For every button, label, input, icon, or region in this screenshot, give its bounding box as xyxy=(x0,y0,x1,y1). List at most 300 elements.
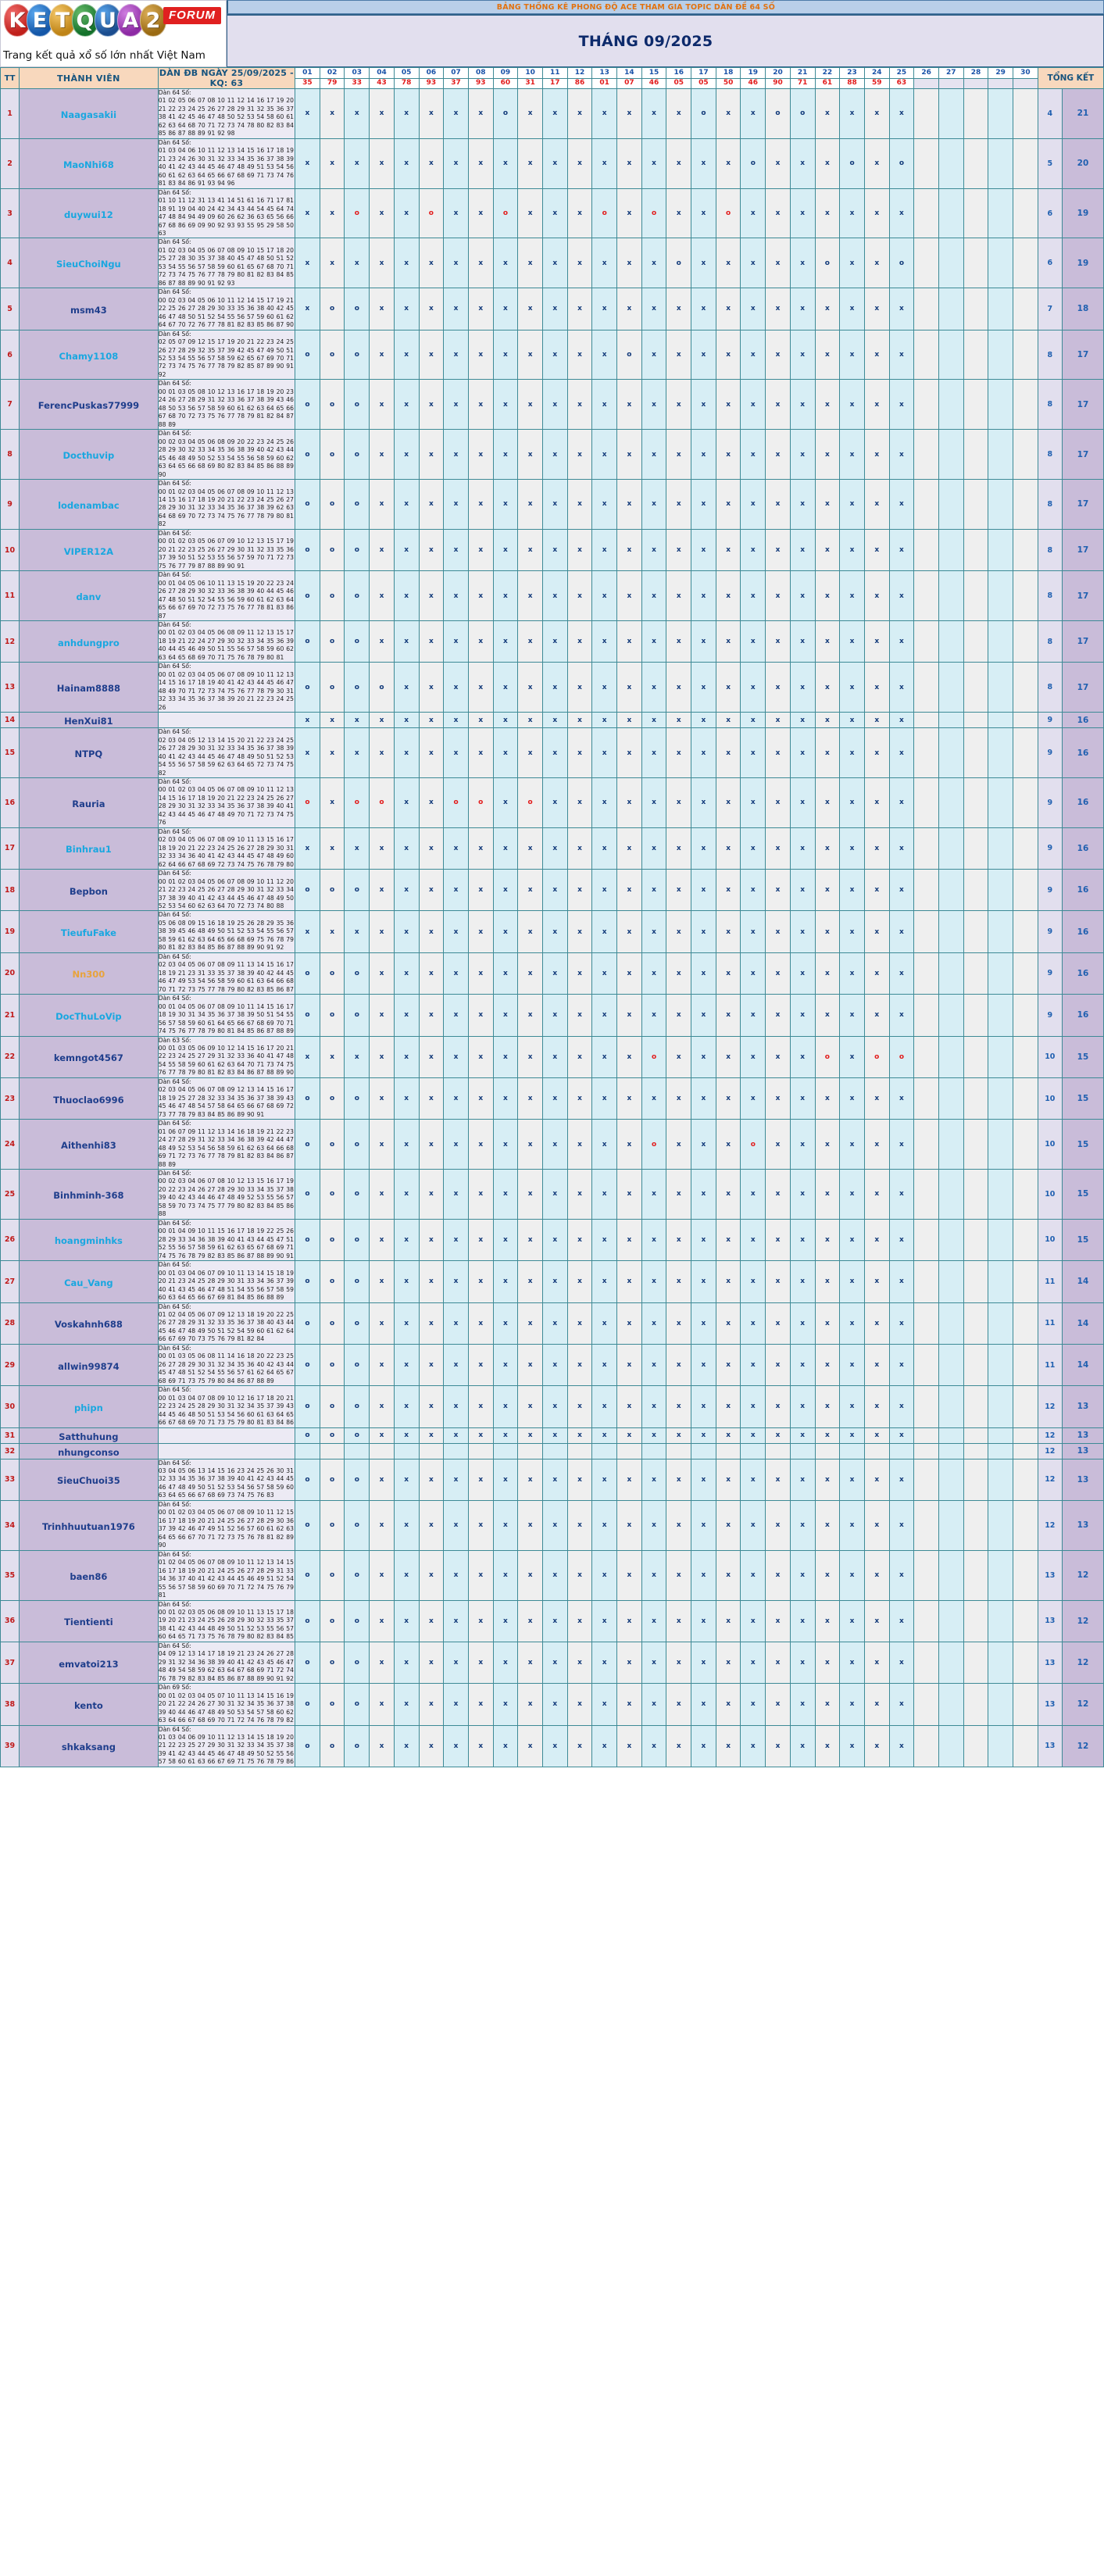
member-name[interactable]: duywui12 xyxy=(64,209,113,220)
row-index: 18 xyxy=(1,870,20,911)
mark-cell: x xyxy=(741,1170,766,1220)
dan-label: Dàn 64 Số: xyxy=(158,1261,191,1269)
mark-cell: x xyxy=(518,529,543,570)
mark-cell: x xyxy=(766,1170,791,1220)
logo-letter-t: T xyxy=(49,4,76,37)
dan-cell xyxy=(158,138,295,188)
mark-cell: x xyxy=(493,621,518,663)
member-name[interactable]: DocThuLoVip xyxy=(55,1010,122,1022)
member-name[interactable]: Docthuvip xyxy=(63,450,115,462)
mark-cell: o xyxy=(345,952,370,994)
member-name[interactable]: Cau_Vang xyxy=(64,1277,113,1288)
member-name[interactable]: Nn300 xyxy=(72,969,105,981)
mark-cell: o xyxy=(320,870,345,911)
mark-cell: x xyxy=(641,870,666,911)
member-cell[interactable] xyxy=(20,663,159,713)
member-cell[interactable] xyxy=(20,571,159,621)
miss-count: 8 xyxy=(1038,480,1062,530)
mark-cell xyxy=(914,1427,939,1443)
mark-cell: x xyxy=(766,288,791,330)
dan-cell xyxy=(158,1443,295,1459)
mark-cell: x xyxy=(815,138,840,188)
mark-cell: x xyxy=(394,1219,419,1260)
mark-cell: x xyxy=(815,1170,840,1220)
mark-cell: x xyxy=(766,571,791,621)
mark-cell: o xyxy=(320,430,345,480)
member-name[interactable]: allwin99874 xyxy=(58,1360,120,1372)
table-row xyxy=(1,1500,1104,1550)
mark-cell: x xyxy=(468,995,493,1036)
member-name[interactable]: VIPER12A xyxy=(63,545,113,557)
mark-cell: x xyxy=(394,1642,419,1683)
table-row xyxy=(1,1170,1104,1220)
mark-cell: x xyxy=(295,827,320,869)
mark-cell: x xyxy=(617,480,642,530)
result-header-29 xyxy=(988,78,1013,89)
member-cell[interactable] xyxy=(20,1120,159,1170)
member-name[interactable]: hoangminhks xyxy=(54,1235,123,1247)
member-cell[interactable] xyxy=(20,777,159,827)
member-cell[interactable] xyxy=(20,380,159,430)
month-bar xyxy=(227,14,1104,67)
member-name[interactable]: Satthuhung xyxy=(59,1431,119,1442)
mark-cell: x xyxy=(741,1261,766,1302)
member-cell[interactable] xyxy=(20,238,159,288)
mark-cell xyxy=(988,1427,1013,1443)
table-row xyxy=(1,1725,1104,1767)
member-cell[interactable] xyxy=(20,621,159,663)
member-name[interactable]: Naagasakii xyxy=(60,109,117,120)
result-header-14: 07 xyxy=(617,78,642,89)
mark-cell: x xyxy=(864,1302,889,1344)
total-count: 14 xyxy=(1062,1302,1103,1344)
total-count: 20 xyxy=(1062,138,1103,188)
member-cell[interactable] xyxy=(20,529,159,570)
mark-cell: x xyxy=(493,430,518,480)
mark-cell: x xyxy=(592,1500,617,1550)
member-cell[interactable] xyxy=(20,188,159,238)
mark-cell xyxy=(1013,430,1038,480)
mark-cell: x xyxy=(542,777,567,827)
mark-cell: x xyxy=(641,1344,666,1385)
member-cell[interactable] xyxy=(20,1386,159,1427)
mark-cell: x xyxy=(493,571,518,621)
member-cell[interactable] xyxy=(20,1261,159,1302)
mark-cell xyxy=(963,713,988,728)
mark-cell xyxy=(889,1443,914,1459)
mark-cell xyxy=(1013,1077,1038,1119)
result-header-22: 61 xyxy=(815,78,840,89)
miss-count: 8 xyxy=(1038,663,1062,713)
miss-count: 9 xyxy=(1038,911,1062,952)
mark-cell: x xyxy=(370,1120,395,1170)
table-row xyxy=(1,1302,1104,1344)
dan-numbers: 01 10 11 12 31 13 41 14 51 61 16 71 17 81 18 91 19 04 40 24 42 34 43 44 54 45 64 74 47 48 84 94 49 09 60 26 62 36 63 65 56 66 67 68 86 69 09 90 92 93 93 55 95 29 58 50 63 xyxy=(158,197,294,237)
total-count: 19 xyxy=(1062,188,1103,238)
mark-cell: x xyxy=(815,1500,840,1550)
member-cell[interactable] xyxy=(20,827,159,869)
member-name[interactable]: Hainam8888 xyxy=(56,683,121,695)
miss-count: 8 xyxy=(1038,571,1062,621)
mark-cell xyxy=(988,288,1013,330)
mark-cell: x xyxy=(468,1550,493,1600)
mark-cell: x xyxy=(790,238,815,288)
mark-cell: o xyxy=(345,777,370,827)
mark-cell: x xyxy=(468,89,493,139)
member-name[interactable]: Aithenhi83 xyxy=(61,1140,116,1152)
mark-cell xyxy=(914,188,939,238)
member-cell[interactable] xyxy=(20,480,159,530)
mark-cell: x xyxy=(766,480,791,530)
mark-cell: o xyxy=(320,995,345,1036)
mark-cell: x xyxy=(716,713,741,728)
mark-cell: x xyxy=(864,777,889,827)
member-cell[interactable] xyxy=(20,1077,159,1119)
mark-cell xyxy=(988,529,1013,570)
mark-cell: x xyxy=(840,1600,865,1642)
member-name[interactable]: FerencPuskas77999 xyxy=(38,400,140,412)
mark-cell xyxy=(963,1427,988,1443)
mark-cell: x xyxy=(815,663,840,713)
mark-cell: x xyxy=(419,529,444,570)
dan-label: Dàn 64 Số: xyxy=(158,995,191,1002)
table-row xyxy=(1,1219,1104,1260)
row-index: 22 xyxy=(1,1036,20,1077)
mark-cell: o xyxy=(295,1170,320,1220)
miss-count: 4 xyxy=(1038,89,1062,139)
member-name[interactable]: Tientienti xyxy=(64,1617,113,1628)
member-name[interactable]: lodenambac xyxy=(58,499,120,511)
mark-cell: x xyxy=(691,1219,716,1260)
dan-label: Dàn 63 Số: xyxy=(158,1036,191,1044)
member-cell[interactable] xyxy=(20,288,159,330)
member-name[interactable]: Bepbon xyxy=(69,885,108,897)
mark-cell xyxy=(988,827,1013,869)
mark-cell: x xyxy=(666,1386,691,1427)
dan-cell xyxy=(158,663,295,713)
mark-cell xyxy=(815,1443,840,1459)
member-cell[interactable] xyxy=(20,728,159,778)
mark-cell xyxy=(914,1344,939,1385)
member-name[interactable]: msm43 xyxy=(70,304,107,316)
row-index: 34 xyxy=(1,1500,20,1550)
member-cell[interactable] xyxy=(20,138,159,188)
mark-cell: x xyxy=(518,995,543,1036)
mark-cell: x xyxy=(716,480,741,530)
mark-cell: x xyxy=(370,728,395,778)
result-header-03: 33 xyxy=(345,78,370,89)
member-cell[interactable] xyxy=(20,1642,159,1683)
mark-cell xyxy=(1013,777,1038,827)
member-cell[interactable] xyxy=(20,1170,159,1220)
mark-cell: x xyxy=(691,952,716,994)
banner-bar xyxy=(227,0,1104,14)
miss-count: 12 xyxy=(1038,1427,1062,1443)
mark-cell xyxy=(938,1443,963,1459)
mark-cell xyxy=(766,1443,791,1459)
mark-cell: o xyxy=(444,777,469,827)
mark-cell: x xyxy=(518,480,543,530)
mark-cell: x xyxy=(394,380,419,430)
member-cell[interactable] xyxy=(20,713,159,728)
mark-cell: x xyxy=(641,1302,666,1344)
mark-cell xyxy=(988,89,1013,139)
dan-numbers: 00 01 02 03 04 05 06 08 09 11 12 13 15 17 18 19 21 22 24 27 29 30 32 33 34 35 36 39 40 44 45 46 49 50 51 55 56 57 58 59 60 62 63 64 65 68 69 70 71 75 76 78 79 80 81 xyxy=(158,629,294,661)
logo-letter-e: E xyxy=(27,4,53,37)
mark-cell: x xyxy=(691,1500,716,1550)
mark-cell: x xyxy=(542,1219,567,1260)
member-name[interactable]: Voskahnh688 xyxy=(54,1319,123,1331)
member-cell[interactable] xyxy=(20,870,159,911)
mark-cell: x xyxy=(741,1302,766,1344)
member-cell[interactable] xyxy=(20,1725,159,1767)
member-cell[interactable] xyxy=(20,1344,159,1385)
mark-cell xyxy=(938,1386,963,1427)
mark-cell xyxy=(542,1443,567,1459)
mark-cell: o xyxy=(295,1427,320,1443)
mark-cell xyxy=(1013,1427,1038,1443)
mark-cell xyxy=(963,1077,988,1119)
member-cell[interactable] xyxy=(20,1443,159,1459)
mark-cell: x xyxy=(790,1500,815,1550)
mark-cell: x xyxy=(889,529,914,570)
mark-cell: o xyxy=(345,1077,370,1119)
mark-cell: x xyxy=(666,1600,691,1642)
mark-cell xyxy=(938,571,963,621)
mark-cell: x xyxy=(691,1459,716,1500)
member-name[interactable]: kento xyxy=(74,1699,103,1711)
mark-cell: x xyxy=(444,138,469,188)
row-index: 10 xyxy=(1,529,20,570)
member-name[interactable]: nhungconso xyxy=(58,1446,120,1458)
table-body xyxy=(1,89,1104,1767)
dan-label: Dàn 64 Số: xyxy=(158,1725,191,1733)
mark-cell: x xyxy=(493,138,518,188)
mark-cell: x xyxy=(716,1500,741,1550)
mark-cell xyxy=(963,1684,988,1725)
mark-cell xyxy=(419,1443,444,1459)
mark-cell: x xyxy=(716,1077,741,1119)
mark-cell: x xyxy=(864,1725,889,1767)
mark-cell: o xyxy=(295,952,320,994)
member-name[interactable]: Thuoclao6996 xyxy=(53,1094,124,1106)
mark-cell: x xyxy=(567,1219,592,1260)
mark-cell: x xyxy=(766,1120,791,1170)
member-name[interactable]: SieuChuoi35 xyxy=(56,1475,120,1487)
mark-cell: o xyxy=(320,288,345,330)
member-cell[interactable] xyxy=(20,330,159,380)
mark-cell: x xyxy=(518,911,543,952)
mark-cell: x xyxy=(567,621,592,663)
mark-cell: x xyxy=(394,1344,419,1385)
member-cell[interactable] xyxy=(20,1427,159,1443)
dan-cell xyxy=(158,713,295,728)
mark-cell xyxy=(914,288,939,330)
member-name[interactable]: MaoNhi68 xyxy=(63,159,114,170)
mark-cell: o xyxy=(345,430,370,480)
mark-cell: x xyxy=(716,1725,741,1767)
mark-cell: x xyxy=(542,1427,567,1443)
mark-cell: x xyxy=(741,1500,766,1550)
mark-cell: x xyxy=(815,777,840,827)
mark-cell: x xyxy=(815,1427,840,1443)
mark-cell: x xyxy=(666,571,691,621)
mark-cell: x xyxy=(864,480,889,530)
mark-cell: x xyxy=(889,995,914,1036)
mark-cell: o xyxy=(691,89,716,139)
mark-cell: o xyxy=(889,138,914,188)
mark-cell: o xyxy=(345,571,370,621)
member-name[interactable]: TieufuFake xyxy=(60,927,116,939)
mark-cell: x xyxy=(766,911,791,952)
mark-cell: x xyxy=(641,777,666,827)
mark-cell: x xyxy=(666,663,691,713)
mark-cell: x xyxy=(370,1427,395,1443)
mark-cell: x xyxy=(592,571,617,621)
mark-cell: x xyxy=(419,1120,444,1170)
mark-cell: x xyxy=(889,1550,914,1600)
mark-cell xyxy=(914,1550,939,1600)
member-cell[interactable] xyxy=(20,430,159,480)
mark-cell: x xyxy=(370,1684,395,1725)
mark-cell: x xyxy=(889,1077,914,1119)
dan-numbers: 00 01 02 03 05 06 07 09 10 12 13 15 17 19 20 21 22 23 25 26 27 29 30 31 32 33 35 36 37 39 50 51 52 53 55 56 57 59 70 71 72 73 75 76 77 79 87 88 89 90 91 xyxy=(158,538,294,570)
mark-cell: o xyxy=(345,621,370,663)
mark-cell: o xyxy=(320,1386,345,1427)
member-name[interactable]: emvatoi213 xyxy=(59,1658,119,1670)
mark-cell: x xyxy=(370,870,395,911)
mark-cell: x xyxy=(567,380,592,430)
mark-cell: x xyxy=(864,330,889,380)
month-title: THÁNG 09/2025 xyxy=(578,32,713,50)
member-cell[interactable] xyxy=(20,1459,159,1500)
member-name[interactable]: anhdungpro xyxy=(57,637,120,648)
mark-cell xyxy=(938,952,963,994)
miss-count: 10 xyxy=(1038,1219,1062,1260)
mark-cell: x xyxy=(518,713,543,728)
member-name[interactable]: Trinhhuutuan1976 xyxy=(41,1520,135,1532)
mark-cell: x xyxy=(666,380,691,430)
mark-cell: o xyxy=(320,480,345,530)
member-cell[interactable] xyxy=(20,89,159,139)
dan-cell xyxy=(158,1386,295,1427)
dan-cell xyxy=(158,1261,295,1302)
miss-count: 12 xyxy=(1038,1386,1062,1427)
mark-cell: x xyxy=(716,430,741,480)
mark-cell: x xyxy=(444,728,469,778)
member-name[interactable]: danv xyxy=(76,591,102,603)
member-cell[interactable] xyxy=(20,911,159,952)
miss-count: 13 xyxy=(1038,1600,1062,1642)
mark-cell: o xyxy=(345,380,370,430)
mark-cell xyxy=(963,1642,988,1683)
mark-cell: x xyxy=(542,529,567,570)
mark-cell: x xyxy=(370,138,395,188)
member-name[interactable]: phipn xyxy=(73,1402,103,1413)
dan-numbers: 00 02 03 04 06 07 08 10 12 13 15 16 17 19 20 22 23 24 26 27 28 29 30 33 34 35 37 38 39 40 42 43 44 46 47 48 49 52 53 55 56 57 58 59 70 73 74 75 77 79 80 82 83 84 85 86 88 xyxy=(158,1177,294,1218)
member-cell[interactable] xyxy=(20,1219,159,1260)
mark-cell: x xyxy=(889,1459,914,1500)
member-name[interactable]: baen86 xyxy=(70,1570,108,1582)
mark-cell xyxy=(1013,663,1038,713)
member-cell[interactable] xyxy=(20,952,159,994)
member-cell[interactable] xyxy=(20,1684,159,1725)
member-cell[interactable] xyxy=(20,1500,159,1550)
mark-cell: x xyxy=(840,480,865,530)
dan-label: Dàn 64 Số: xyxy=(158,188,191,196)
mark-cell: x xyxy=(345,911,370,952)
mark-cell: x xyxy=(542,952,567,994)
total-count: 12 xyxy=(1062,1550,1103,1600)
member-name[interactable]: NTPQ xyxy=(74,749,103,760)
mark-cell: x xyxy=(493,1725,518,1767)
mark-cell xyxy=(666,1443,691,1459)
mark-cell: x xyxy=(394,430,419,480)
mark-cell: x xyxy=(419,1684,444,1725)
mark-cell xyxy=(840,1443,865,1459)
mark-cell: o xyxy=(295,1642,320,1683)
mark-cell: x xyxy=(889,663,914,713)
mark-cell: x xyxy=(617,1459,642,1500)
mark-cell xyxy=(691,1443,716,1459)
member-name[interactable]: HenXui81 xyxy=(64,716,113,727)
mark-cell: o xyxy=(345,188,370,238)
member-cell[interactable] xyxy=(20,1302,159,1344)
miss-count: 9 xyxy=(1038,728,1062,778)
member-name[interactable]: SieuChoiNgu xyxy=(56,259,121,270)
member-name[interactable]: shkaksang xyxy=(61,1742,116,1753)
mark-cell: x xyxy=(518,663,543,713)
dan-label: Dàn 64 Số: xyxy=(158,621,191,628)
member-name[interactable]: Chamy1108 xyxy=(59,350,119,362)
mark-cell: x xyxy=(840,89,865,139)
mark-cell: o xyxy=(345,1261,370,1302)
mark-cell: x xyxy=(370,1261,395,1302)
row-index: 7 xyxy=(1,380,20,430)
mark-cell: x xyxy=(468,728,493,778)
member-name[interactable]: Binhrau1 xyxy=(66,844,112,856)
member-cell[interactable] xyxy=(20,1036,159,1077)
miss-count: 10 xyxy=(1038,1120,1062,1170)
site-logo[interactable] xyxy=(0,0,227,67)
mark-cell: x xyxy=(691,728,716,778)
mark-cell xyxy=(988,1459,1013,1500)
mark-cell: x xyxy=(741,713,766,728)
member-cell[interactable] xyxy=(20,995,159,1036)
mark-cell: x xyxy=(444,713,469,728)
mark-cell: x xyxy=(468,288,493,330)
mark-cell: x xyxy=(716,1344,741,1385)
mark-cell: x xyxy=(790,138,815,188)
member-name[interactable]: kemngot4567 xyxy=(53,1052,123,1064)
mark-cell: x xyxy=(790,1077,815,1119)
mark-cell: x xyxy=(864,138,889,188)
dan-cell xyxy=(158,1550,295,1600)
total-count: 17 xyxy=(1062,430,1103,480)
member-cell[interactable] xyxy=(20,1600,159,1642)
member-cell[interactable] xyxy=(20,1550,159,1600)
result-header-12: 86 xyxy=(567,78,592,89)
member-name[interactable]: Binhminh-368 xyxy=(53,1189,124,1201)
mark-cell: x xyxy=(542,713,567,728)
mark-cell: x xyxy=(518,380,543,430)
day-header-30: 30 xyxy=(1013,68,1038,79)
mark-cell: x xyxy=(542,1077,567,1119)
dan-numbers: 00 01 02 03 05 06 08 09 10 11 13 15 17 18 19 20 21 23 24 25 26 28 29 30 32 33 35 37 38 41 42 43 44 48 49 50 51 52 53 55 56 57 60 64 65 71 73 75 76 78 79 80 82 83 84 85 xyxy=(158,1608,294,1641)
member-name[interactable]: Rauria xyxy=(72,798,105,809)
mark-cell: x xyxy=(790,870,815,911)
mark-cell xyxy=(914,995,939,1036)
